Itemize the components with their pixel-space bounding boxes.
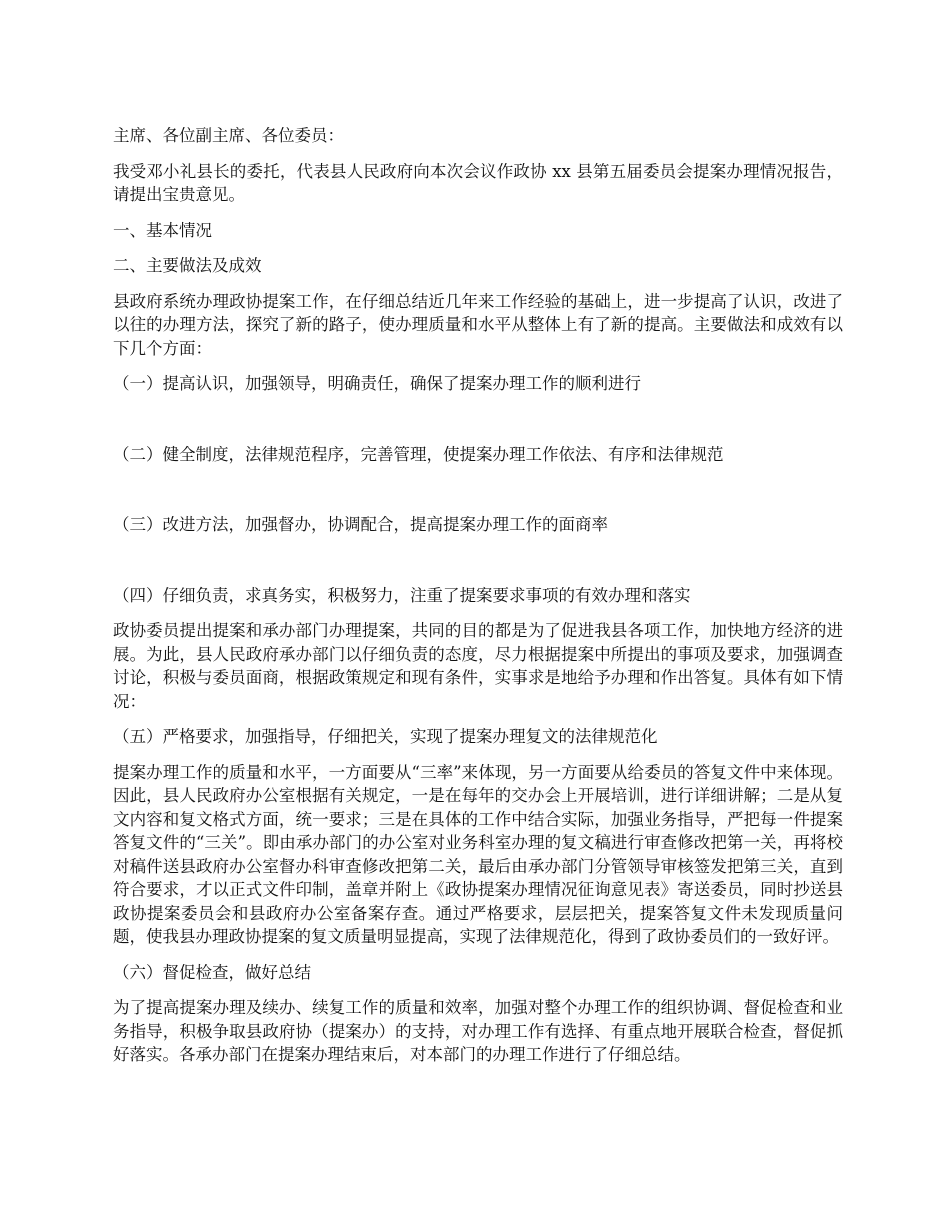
body-paragraph: 为了提高提案办理及续办、续复工作的质量和效率，加强对整个办理工作的组织协调、督促检查和业务指导，积极争取县政府协（提案办）的支持，对办理工作有选择、有重点地开展联合检查，督促抓好落实。各承办部门在提案办理结束后，对本部门的办理工作进行了仔细总结。 [113, 998, 843, 1064]
subheading-3: （三）改进方法，加强督办，协调配合，提高提案办理工作的面商率 [113, 515, 608, 534]
body-paragraph: 政协委员提出提案和承办部门办理提案，共同的目的都是为了促进我县各项工作，加快地方经济的进展。为此，县人民政府承办部门以仔细负责的态度，尽力根据提案中所提出的事项及要求，加强调查讨论，积极与委员面商，根据政策规定和现有条件，实事求是地给予办理和作出答复。具体有如下情况： [113, 621, 843, 711]
subheading-2: （二）健全制度，法律规范程序，完善管理，使提案办理工作依法、有序和法律规范 [113, 444, 724, 464]
subheading-1: （一）提高认识，加强领导，明确责任，确保了提案办理工作的顺利进行 [113, 374, 641, 393]
intro-paragraph: 我受邓小礼县长的委托，代表县人民政府向本次会议作政协 xx 县第五届委员会提案办理情况报告，请提出宝贵意见。 [113, 161, 843, 204]
salutation: 主席、各位副主席、各位委员： [113, 126, 344, 145]
document-body [113, 124, 843, 1079]
body-paragraph: 县政府系统办理政协提案工作，在仔细总结近几年来工作经验的基础上，进一步提高了认识，改进了以往的办理方法，探究了新的路子，使办理质量和水平从整体上有了新的提高。主要做法和成效有以下几个方面： [113, 291, 843, 358]
body-paragraph: 提案办理工作的质量和水平，一方面要从“三率”来体现，另一方面要从给委员的答复文件中来体现。因此，县人民政府办公室根据有关规定，一是在每年的交办会上开展培训，进行详细讲解；二是从复文内容和复文格式方面，统一要求；三是在具体的工作中结合实际，加强业务指导，严把每一件提案答复文件的“三关”。即由承办部门的办公室对业务科室办理的复文稿进行审查修改把第一关，再将校对稿件送县政府办公室督办科审查修改把第二关，最后由承办部门分管领导审核签发把第三关，直到符合要求，才以正式文件印制，盖章并附上《政协提案办理情况征询意见表》寄送委员，同时抄送县政协提案委员会和县政府办公室备案存查。通过严格要求，层层把关，提案答复文件未发现质量问题，使我县办理政协提案的复文质量明显提高，实现了法律规范化，得到了政协委员们的一致好评。 [113, 762, 843, 946]
section-heading-methods: 二、主要做法及成效 [113, 256, 262, 275]
subheading-4: （四）仔细负责，求真务实，积极努力，注重了提案要求事项的有效办理和落实 [113, 585, 691, 605]
subheading-5: （五）严格要求，加强指导，仔细把关，实现了提案办理复文的法律规范化 [113, 727, 658, 746]
section-heading-basic: 一、基本情况 [113, 220, 212, 240]
subheading-6: （六）督促检查，做好总结 [113, 962, 311, 982]
